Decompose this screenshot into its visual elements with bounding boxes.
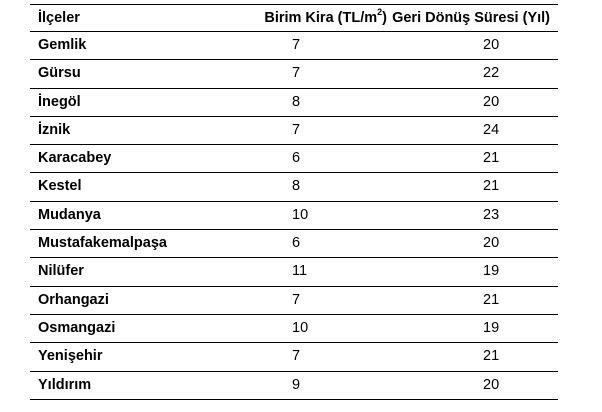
- header-district: İlçeler: [30, 5, 197, 32]
- return-period-cell: 21: [389, 173, 558, 201]
- unit-rent-cell: 6: [197, 145, 389, 173]
- table-row: [30, 258, 558, 286]
- table-row: [30, 88, 558, 116]
- data-table-container: [30, 4, 558, 400]
- table-row: [30, 60, 558, 88]
- return-period-cell: 22: [389, 60, 558, 88]
- unit-rent-cell: 8: [197, 88, 389, 116]
- header-return-period: Geri Dönüş Süresi (Yıl): [389, 5, 558, 32]
- district-name-cell: Karacabey: [30, 145, 197, 173]
- table-row: [30, 286, 558, 314]
- district-name-cell: Kestel: [30, 173, 197, 201]
- table-row: [30, 116, 558, 144]
- district-name-cell: Yıldırım: [30, 371, 197, 399]
- header-unit-rent-sup: 2: [377, 7, 383, 18]
- table-row: [30, 32, 558, 60]
- district-name-cell: Nilüfer: [30, 258, 197, 286]
- return-period-cell: 21: [389, 145, 558, 173]
- unit-rent-cell: 11: [197, 258, 389, 286]
- return-period-cell: 19: [389, 258, 558, 286]
- unit-rent-cell: 10: [197, 201, 389, 229]
- return-period-cell: 20: [389, 230, 558, 258]
- unit-rent-cell: 10: [197, 314, 389, 342]
- table-row: [30, 314, 558, 342]
- table-row: [30, 371, 558, 399]
- table-row: [30, 145, 558, 173]
- return-period-cell: 24: [389, 116, 558, 144]
- return-period-cell: 20: [389, 371, 558, 399]
- district-name-cell: Orhangazi: [30, 286, 197, 314]
- table-row: [30, 201, 558, 229]
- header-unit-rent-close: ): [382, 10, 387, 26]
- district-name-cell: Osmangazi: [30, 314, 197, 342]
- district-name-cell: Mudanya: [30, 201, 197, 229]
- return-period-cell: 23: [389, 201, 558, 229]
- unit-rent-cell: 7: [197, 116, 389, 144]
- district-name-cell: İznik: [30, 116, 197, 144]
- table-body: [30, 32, 558, 400]
- return-period-cell: 21: [389, 343, 558, 371]
- district-name-cell: Yenişehir: [30, 343, 197, 371]
- return-period-cell: 19: [389, 314, 558, 342]
- unit-rent-cell: 7: [197, 32, 389, 60]
- table-header-row: [30, 5, 558, 32]
- district-name-cell: Gemlik: [30, 32, 197, 60]
- district-rent-table: [30, 4, 558, 400]
- return-period-cell: 20: [389, 88, 558, 116]
- unit-rent-cell: 7: [197, 60, 389, 88]
- unit-rent-cell: 6: [197, 230, 389, 258]
- table-row: [30, 173, 558, 201]
- unit-rent-cell: 7: [197, 286, 389, 314]
- district-name-cell: Mustafakemalpaşa: [30, 230, 197, 258]
- table-row: [30, 343, 558, 371]
- header-unit-rent-text: Birim Kira (TL/m: [264, 10, 378, 26]
- return-period-cell: 20: [389, 32, 558, 60]
- table-row: [30, 230, 558, 258]
- unit-rent-cell: 8: [197, 173, 389, 201]
- district-name-cell: İnegöl: [30, 88, 197, 116]
- unit-rent-cell: 9: [197, 371, 389, 399]
- district-name-cell: Gürsu: [30, 60, 197, 88]
- header-unit-rent: [197, 5, 389, 32]
- return-period-cell: 21: [389, 286, 558, 314]
- unit-rent-cell: 7: [197, 343, 389, 371]
